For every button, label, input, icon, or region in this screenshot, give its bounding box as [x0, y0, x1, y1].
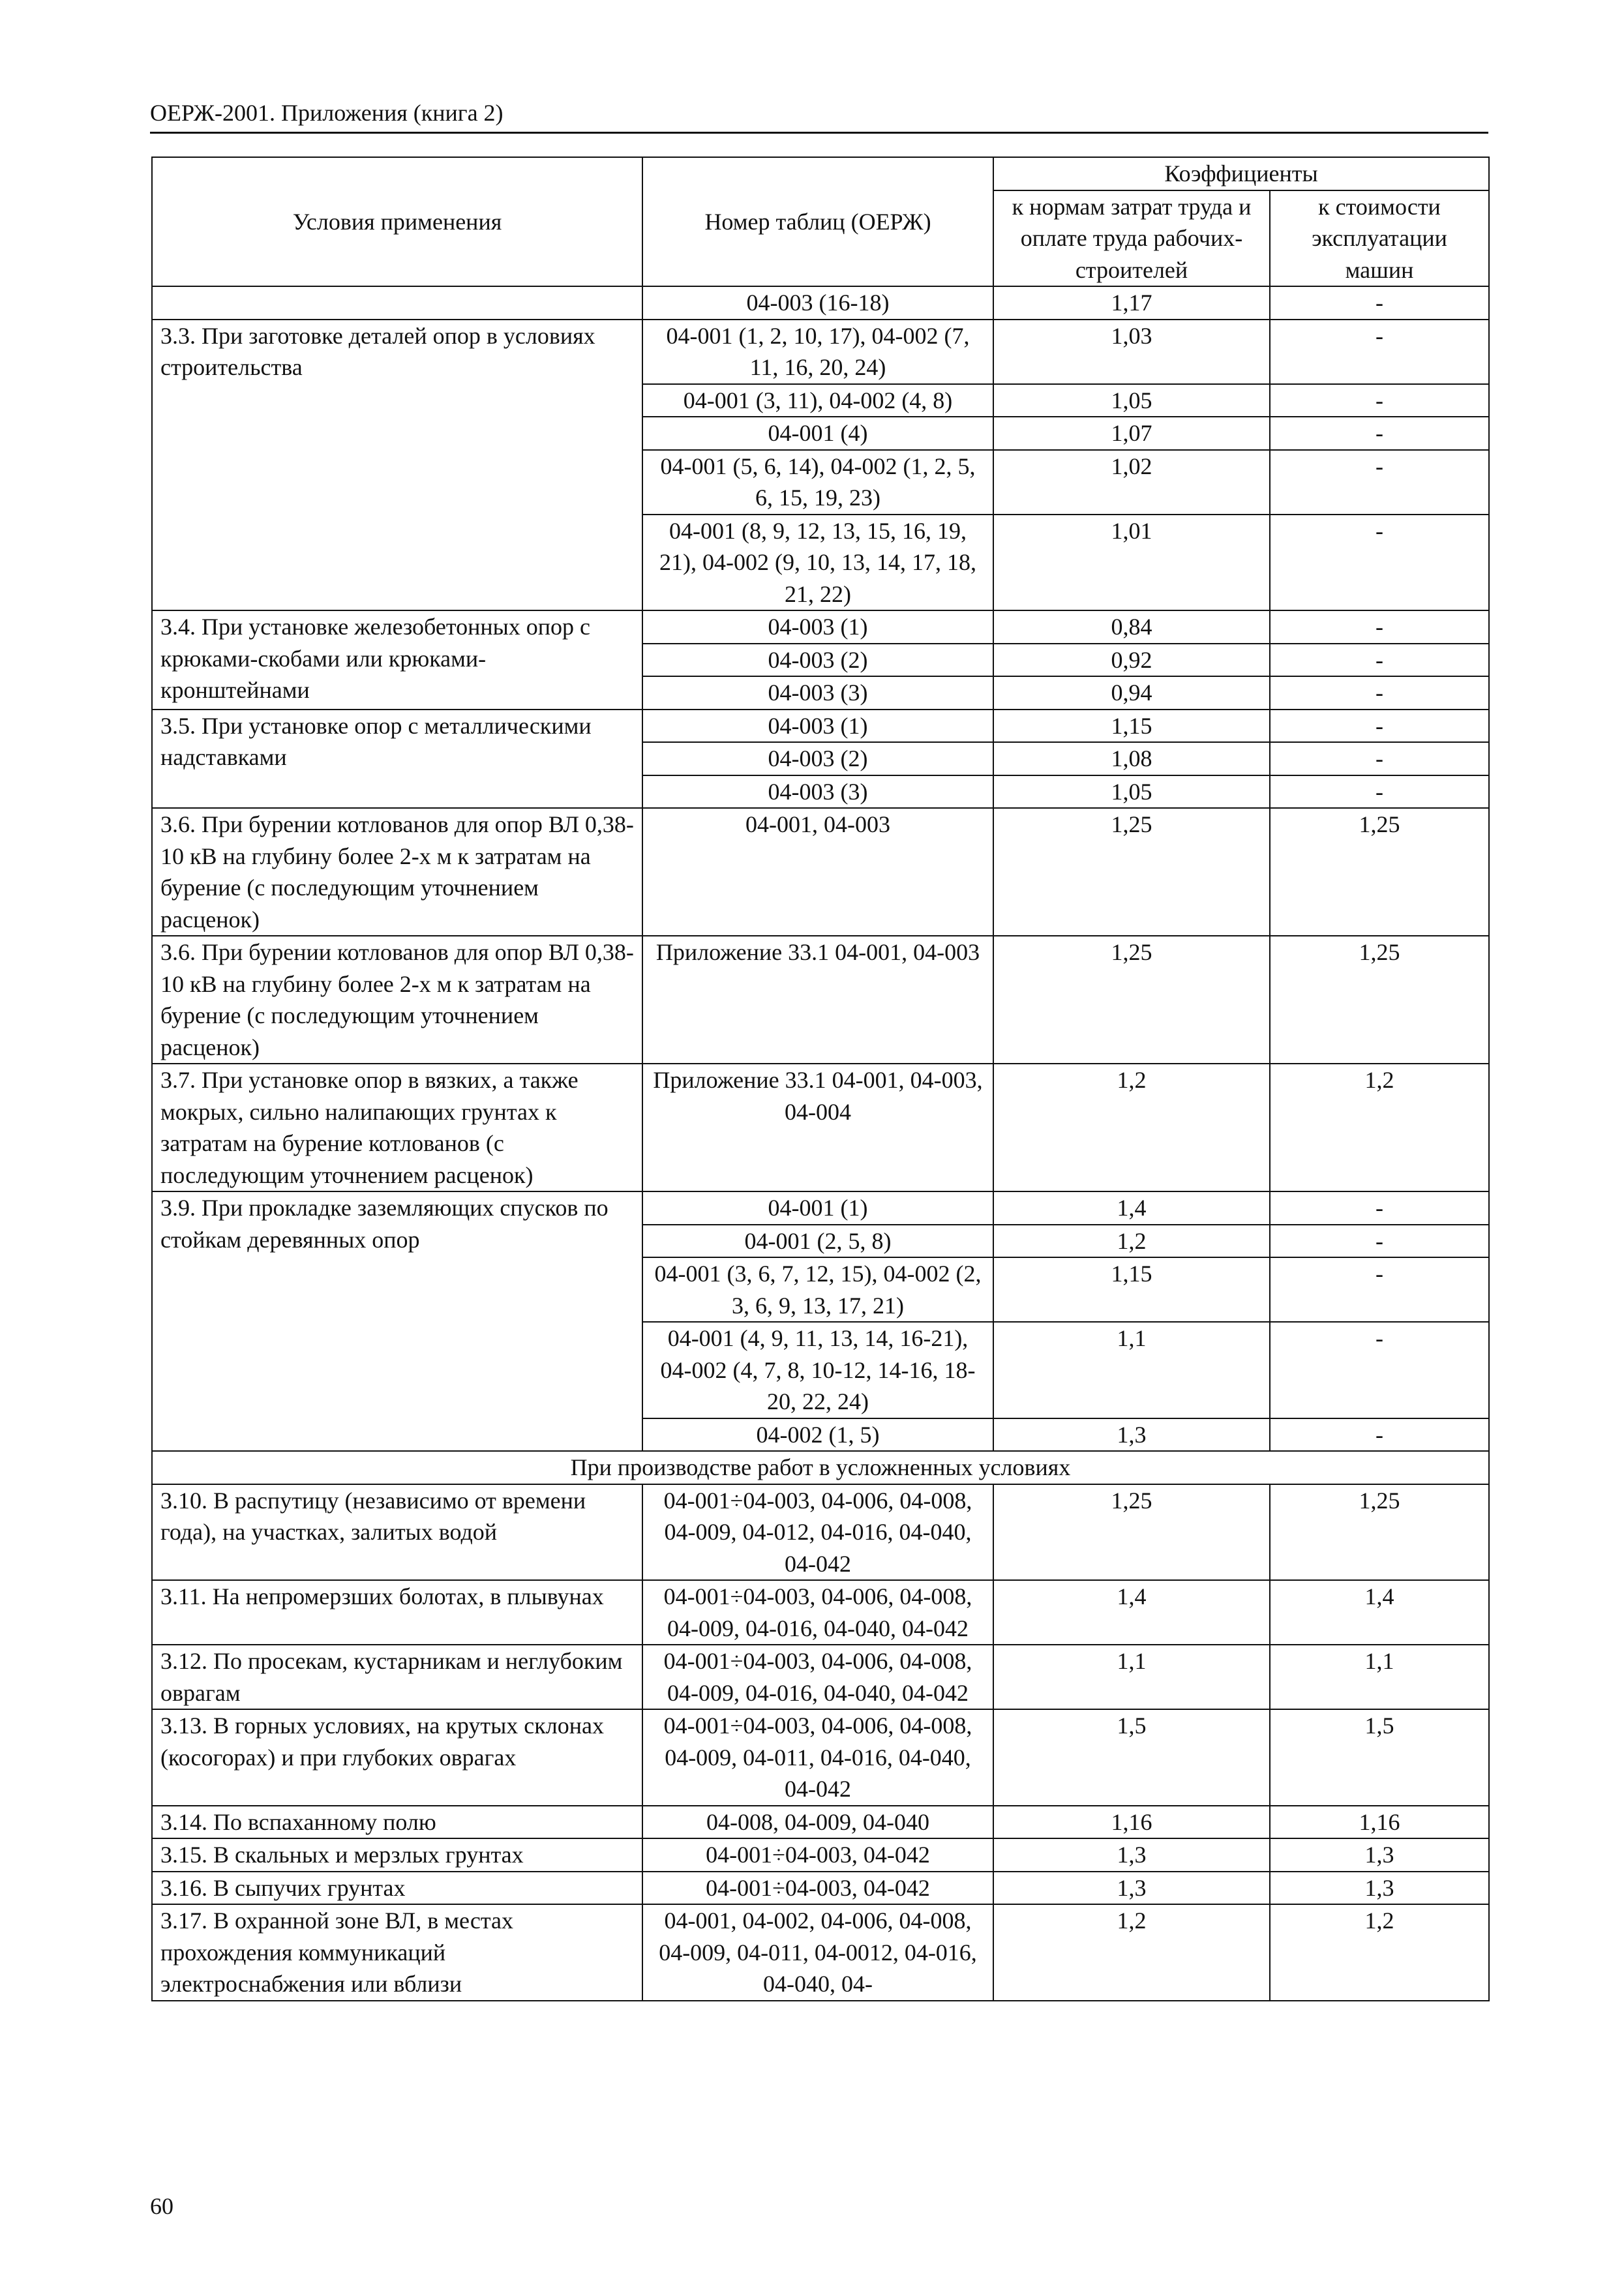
table-number-cell: 04-001 (1, 2, 10, 17), 04-002 (7, 11, 16, 20, 24) [642, 320, 993, 384]
condition-cell: 3.12. По просекам, кустарникам и неглубоким оврагам [152, 1645, 642, 1709]
machine-coef-cell: - [1270, 1225, 1489, 1258]
section-row [152, 1451, 1489, 1484]
machine-coef-cell: 1,25 [1270, 936, 1489, 1064]
labor-coef-cell: 1,16 [993, 1806, 1270, 1839]
table-row [152, 1580, 1489, 1645]
condition-cell: 3.9. При прокладке заземляющих спусков по стойкам деревянных опор [152, 1191, 642, 1451]
labor-coef-cell: 1,05 [993, 775, 1270, 809]
page-number: 60 [150, 2193, 173, 2219]
table-number-cell: 04-001 (4, 9, 11, 13, 14, 16-21), 04-002 (4, 7, 8, 10-12, 14-16, 18-20, 22, 24) [642, 1322, 993, 1418]
labor-coef-cell: 1,05 [993, 384, 1270, 417]
condition-cell: 3.5. При установке опор с металлическими надставками [152, 710, 642, 809]
header-labor: к нормам затрат труда и оплате труда рабочих-строителей [993, 190, 1270, 287]
machine-coef-cell: - [1270, 1418, 1489, 1452]
table-row [152, 286, 1489, 320]
table-number-cell: 04-001 (3, 11), 04-002 (4, 8) [642, 384, 993, 417]
table-number-cell: 04-001, 04-003 [642, 808, 993, 936]
table-row [152, 808, 1489, 936]
labor-coef-cell: 1,2 [993, 1064, 1270, 1191]
labor-coef-cell: 1,25 [993, 808, 1270, 936]
labor-coef-cell: 1,03 [993, 320, 1270, 384]
labor-coef-cell: 1,17 [993, 286, 1270, 320]
table-row [152, 1645, 1489, 1709]
table-number-cell: 04-003 (1) [642, 710, 993, 743]
table-number-cell: Приложение 33.1 04-001, 04-003, 04-004 [642, 1064, 993, 1191]
labor-coef-cell: 1,07 [993, 417, 1270, 450]
machine-coef-cell: 1,4 [1270, 1580, 1489, 1645]
labor-coef-cell: 1,2 [993, 1904, 1270, 2001]
header-coefficients: Коэффициенты [993, 157, 1489, 190]
machine-coef-cell: - [1270, 450, 1489, 515]
labor-coef-cell: 1,15 [993, 710, 1270, 743]
condition-cell: 3.4. При установке железобетонных опор с крюками-скобами или крюками-кронштейнами [152, 610, 642, 710]
machine-coef-cell: - [1270, 286, 1489, 320]
table-row [152, 1838, 1489, 1872]
condition-cell: 3.3. При заготовке деталей опор в условиях строительства [152, 320, 642, 611]
labor-coef-cell: 1,25 [993, 1484, 1270, 1581]
machine-coef-cell: 1,25 [1270, 808, 1489, 936]
labor-coef-cell: 1,08 [993, 742, 1270, 775]
table-number-cell: 04-001 (5, 6, 14), 04-002 (1, 2, 5, 6, 15, 19, 23) [642, 450, 993, 515]
table-number-cell: 04-001÷04-003, 04-042 [642, 1872, 993, 1905]
machine-coef-cell: - [1270, 676, 1489, 710]
labor-coef-cell: 1,4 [993, 1580, 1270, 1645]
table-number-cell: 04-003 (1) [642, 610, 993, 644]
labor-coef-cell: 1,3 [993, 1418, 1270, 1452]
table-number-cell: 04-001 (8, 9, 12, 13, 15, 16, 19, 21), 04-002 (9, 10, 13, 14, 17, 18, 21, 22) [642, 515, 993, 611]
machine-coef-cell: 1,3 [1270, 1838, 1489, 1872]
table-number-cell: 04-003 (2) [642, 644, 993, 677]
machine-coef-cell: 1,5 [1270, 1709, 1489, 1806]
table-number-cell: 04-001 (2, 5, 8) [642, 1225, 993, 1258]
machine-coef-cell: - [1270, 417, 1489, 450]
table-row [152, 1904, 1489, 2001]
condition-cell: 3.6. При бурении котлованов для опор ВЛ 0,38-10 кВ на глубину более 2-х м к затратам на бурение (с последующим уточнением расценок) [152, 936, 642, 1064]
table-number-cell: 04-002 (1, 5) [642, 1418, 993, 1452]
machine-coef-cell: 1,1 [1270, 1645, 1489, 1709]
labor-coef-cell: 1,02 [993, 450, 1270, 515]
table-number-cell: 04-003 (16-18) [642, 286, 993, 320]
labor-coef-cell: 1,3 [993, 1838, 1270, 1872]
labor-coef-cell: 1,25 [993, 936, 1270, 1064]
table-number-cell: 04-001 (1) [642, 1191, 993, 1225]
machine-coef-cell: - [1270, 775, 1489, 809]
table-row [152, 1484, 1489, 1581]
labor-coef-cell: 0,92 [993, 644, 1270, 677]
condition-cell: 3.15. В скальных и мерзлых грунтах [152, 1838, 642, 1872]
table-row [152, 320, 1489, 384]
table-number-cell: 04-003 (2) [642, 742, 993, 775]
condition-cell: 3.6. При бурении котлованов для опор ВЛ 0,38-10 кВ на глубину более 2-х м к затратам на бурение (с последующим уточнением расценок) [152, 808, 642, 936]
labor-coef-cell: 0,94 [993, 676, 1270, 710]
labor-coef-cell: 1,2 [993, 1225, 1270, 1258]
table-number-cell: 04-001÷04-003, 04-006, 04-008, 04-009, 04-011, 04-016, 04-040, 04-042 [642, 1709, 993, 1806]
condition-cell: 3.10. В распутицу (независимо от времени года), на участках, залитых водой [152, 1484, 642, 1581]
table-number-cell: 04-008, 04-009, 04-040 [642, 1806, 993, 1839]
machine-coef-cell: - [1270, 610, 1489, 644]
labor-coef-cell: 1,4 [993, 1191, 1270, 1225]
table-number-cell: Приложение 33.1 04-001, 04-003 [642, 936, 993, 1064]
condition-cell [152, 286, 642, 320]
condition-cell: 3.16. В сыпучих грунтах [152, 1872, 642, 1905]
table-number-cell: 04-003 (3) [642, 775, 993, 809]
table-number-cell: 04-001÷04-003, 04-042 [642, 1838, 993, 1872]
page-header: ОЕРЖ-2001. Приложения (книга 2) [150, 97, 1488, 134]
table-row [152, 1191, 1489, 1225]
table-row [152, 1872, 1489, 1905]
labor-coef-cell: 1,5 [993, 1709, 1270, 1806]
header-machines: к стоимости эксплуатации машин [1270, 190, 1489, 287]
labor-coef-cell: 1,1 [993, 1322, 1270, 1418]
table-number-cell: 04-001 (3, 6, 7, 12, 15), 04-002 (2, 3, 6, 9, 13, 17, 21) [642, 1257, 993, 1322]
table-number-cell: 04-001, 04-002, 04-006, 04-008, 04-009, 04-011, 04-0012, 04-016, 04-040, 04- [642, 1904, 993, 2001]
table-number-cell: 04-003 (3) [642, 676, 993, 710]
condition-cell: 3.11. На непромерзших болотах, в плывунах [152, 1580, 642, 1645]
machine-coef-cell: - [1270, 1191, 1489, 1225]
condition-cell: 3.14. По вспаханному полю [152, 1806, 642, 1839]
section-title: При производстве работ в усложненных условиях [152, 1451, 1489, 1484]
table-row [152, 710, 1489, 743]
machine-coef-cell: - [1270, 384, 1489, 417]
condition-cell: 3.13. В горных условиях, на крутых склонах (косогорах) и при глубоких оврагах [152, 1709, 642, 1806]
machine-coef-cell: 1,2 [1270, 1064, 1489, 1191]
condition-cell: 3.7. При установке опор в вязких, а также мокрых, сильно налипающих грунтах к затратам на бурение котлованов (с последующим уточнением расценок) [152, 1064, 642, 1191]
machine-coef-cell: 1,3 [1270, 1872, 1489, 1905]
machine-coef-cell: - [1270, 1257, 1489, 1322]
labor-coef-cell: 1,1 [993, 1645, 1270, 1709]
machine-coef-cell: - [1270, 710, 1489, 743]
labor-coef-cell: 1,01 [993, 515, 1270, 611]
table-number-cell: 04-001÷04-003, 04-006, 04-008, 04-009, 04-016, 04-040, 04-042 [642, 1645, 993, 1709]
machine-coef-cell: 1,16 [1270, 1806, 1489, 1839]
labor-coef-cell: 1,15 [993, 1257, 1270, 1322]
header-conditions: Условия применения [152, 157, 642, 286]
table-row [152, 1709, 1489, 1806]
machine-coef-cell: 1,2 [1270, 1904, 1489, 2001]
machine-coef-cell: - [1270, 515, 1489, 611]
machine-coef-cell: - [1270, 1322, 1489, 1418]
machine-coef-cell: - [1270, 320, 1489, 384]
table-row [152, 936, 1489, 1064]
labor-coef-cell: 1,3 [993, 1872, 1270, 1905]
machine-coef-cell: - [1270, 742, 1489, 775]
header-table-number: Номер таблиц (ОЕРЖ) [642, 157, 993, 286]
table-row [152, 1064, 1489, 1191]
condition-cell: 3.17. В охранной зоне ВЛ, в местах прохождения коммуникаций электроснабжения или вблизи [152, 1904, 642, 2001]
machine-coef-cell: 1,25 [1270, 1484, 1489, 1581]
table-number-cell: 04-001÷04-003, 04-006, 04-008, 04-009, 04-012, 04-016, 04-040, 04-042 [642, 1484, 993, 1581]
table-row [152, 1806, 1489, 1839]
table-number-cell: 04-001 (4) [642, 417, 993, 450]
table-row [152, 610, 1489, 644]
machine-coef-cell: - [1270, 644, 1489, 677]
coefficients-table [151, 157, 1490, 2001]
labor-coef-cell: 0,84 [993, 610, 1270, 644]
table-number-cell: 04-001÷04-003, 04-006, 04-008, 04-009, 04-016, 04-040, 04-042 [642, 1580, 993, 1645]
